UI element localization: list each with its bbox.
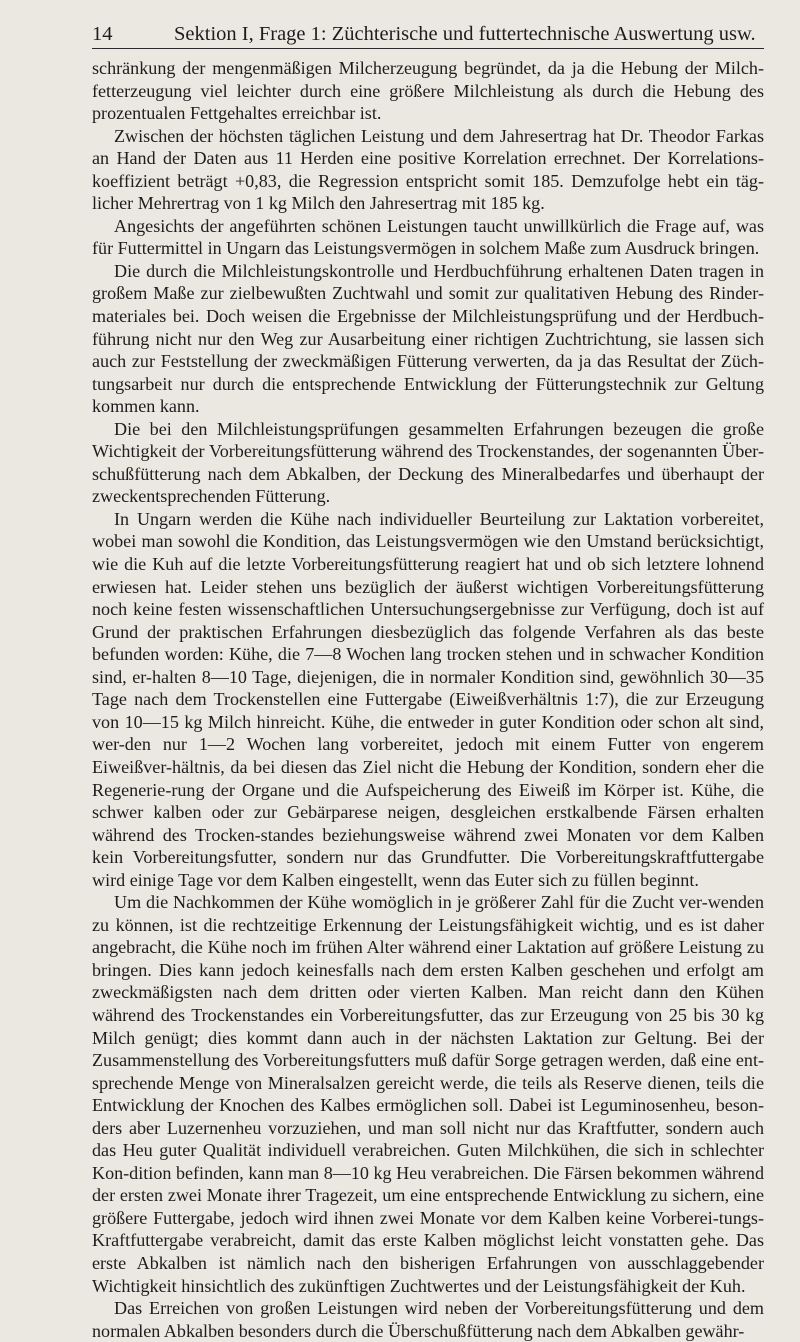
paragraph-feed-question: Angesichts der angeführten schönen Leistungen taucht unwillkürlich die Frage auf, was für Futtermittel in Ungarn das Leistungsvermögen in solchem Maße zum Ausdruck bringen. bbox=[92, 215, 764, 259]
paragraph-herdbook-data: Die durch die Milchleistungskontrolle und Herdbuchführung erhaltenen Daten tragen in großem Maße zur zielbewußten Zuchtwahl und somit zur qualitativen Hebung des Rinder-materiales bei. Doch weisen die Ergebnisse der Milchleistungsprüfung und der Herdbuch-führung nicht nur den Weg zur Ausarbeitung einer richtigen Zuchtrichtung, sie lassen sich auch zur Feststellung der zweckmäßigen Fütterung verwerten, da ja das Resultat der Züch-tungsarbeit nur durch die entsprechende Entwicklung der Fütterungstechnik zur Geltung kommen kann. bbox=[92, 260, 764, 417]
paragraph-experience: Die bei den Milchleistungsprüfungen gesammelten Erfahrungen bezeugen die große Wichtigkeit der Vorbereitungsfütterung während des Trockenstandes, der sogenannten Über-schußfütterung nach dem Abkalben, der Deckung des Mineralbedarfes und überhaupt der zweckentsprechenden Fütterung. bbox=[92, 418, 764, 507]
document-page bbox=[92, 20, 764, 1342]
body-text bbox=[92, 57, 764, 1342]
page-number: 14 bbox=[92, 23, 113, 45]
section-title: Sektion I, Frage 1: Züchterische und futtertechnische Auswertung usw. bbox=[174, 23, 756, 45]
paragraph-preparation-feeding: In Ungarn werden die Kühe nach individueller Beurteilung zur Laktation vorbereitet, wobei man sowohl die Kondition, das Leistungsvermögen wie den Umstand berücksichtigt, wie die Kuh auf die letzte Vorbereitungsfütterung reagiert hat und ob sich letztere lohnend erwiesen hat. Leider stehen uns bezüglich der äußerst wichtigen Vorbereitungsfütterung noch keine festen wissenschaftlichen Untersuchungsergebnisse zur Verfügung, doch ist auf Grund der praktischen Erfahrungen diesbezüglich das folgende Verfahren als das beste befunden worden: Kühe, die 7—8 Wochen lang trocken stehen und in schwacher Kondition sind, er-halten 8—10 Tage, diejenigen, die in normaler Kondition sind, gewöhnlich 30—35 Tage nach dem Trockenstellen eine Futtergabe (Eiweißverhältnis 1:7), die zur Erzeugung von 10—15 kg Milch hinreicht. Kühe, die entweder in guter Kondition oder schon alt sind, wer-den nur 1—2 Wochen lang vorbereitet, jedoch mit einem Futter von engerem Eiweißver-hältnis, da bei diesen das Ziel nicht die Hebung der Kondition, sondern eher die Regenerie-rung der Organe und die Aufspeicherung des Eiweiß im Körper ist. Kühe, die schwer kalben oder zur Gebärparese neigen, desgleichen erstkalbende Färsen erhalten während des Trocken-standes beziehungsweise während zwei Monaten vor dem Kalben kein Vorbereitungsfutter, sondern nur das Grundfutter. Die Vorbereitungskraftfuttergabe wird einige Tage vor dem Kalben eingestellt, wenn das Euter sich zu füllen beginnt. bbox=[92, 508, 764, 890]
paragraph-offspring-breeding: Um die Nachkommen der Kühe womöglich in je größerer Zahl für die Zucht ver-wenden zu können, ist die rechtzeitige Erkennung der Leistungsfähigkeit wichtig, und es ist daher angebracht, die Kühe noch im frühen Alter während einer Laktation auf größere Leistung zu bringen. Dies kann jedoch keinesfalls nach dem ersten Kalben geschehen und erfolgt am zweckmäßigsten nach dem dritten oder vierten Kalben. Man reicht dann den Kühen während des Trockenstandes ein Vorbereitungsfutter, das zur Erzeugung von 25 bis 30 kg Milch genügt; dies kommt dann auch in der nächsten Laktation zur Geltung. Bei der Zusammenstellung des Vorbereitungsfutters muß dafür Sorge getragen werden, daß eine ent-sprechende Menge von Mineralsalzen gereicht werde, die teils als Reserve dienen, teils die Entwicklung der Knochen des Kalbes ermöglichen soll. Dabei ist Leguminosenheu, beson-ders aber Luzernenheu vorzuziehen, und man soll nicht nur das Kraftfutter, sondern auch das Heu guter Qualität individuell verabreichen. Guten Milchkühen, die sich in schlechter Kon-dition befinden, kann man 8—10 kg Heu verabreichen. Die Färsen bekommen während der ersten zwei Monate ihrer Tragezeit, um eine entsprechende Entwicklung zu sichern, eine größere Futtergabe, jedoch wird ihnen zwei Monate vor dem Kalben keine Vorberei-tungs-Kraftfuttergabe verabreicht, damit das erste Kalben möglichst leicht vonstatten gehe. Das erste Abkalben ist nämlich nach den bisherigen Erfahrungen von ausschlaggebender Wichtigkeit hinsichtlich des zukünftigen Zuchtwertes und der Leistungsfähigkeit der Kuh. bbox=[92, 892, 764, 1296]
paragraph-correlation: Zwischen der höchsten täglichen Leistung und dem Jahresertrag hat Dr. Theodor Farkas an Hand der Daten aus 11 Herden eine positive Korrelation errechnet. Der Korrelations-koeffizient beträgt +0,83, die Regression entspricht somit 185. Demzufolge hebt ein täg-licher Mehrertrag von 1 kg Milch den Jahresertrag mit 185 kg. bbox=[92, 125, 764, 214]
paragraph-continuation: schränkung der mengenmäßigen Milcherzeugung begründet, da ja die Hebung der Milch-fetterzeugung viel leichter durch eine größere Milchleistung als durch die Hebung des prozentualen Fettgehaltes erreichbar ist. bbox=[92, 58, 764, 124]
running-header bbox=[92, 20, 764, 49]
paragraph-surplus-feeding: Das Erreichen von großen Leistungen wird neben der Vorbereitungsfütterung und dem normalen Abkalben besonders durch die Überschußfütterung nach dem Abkalben gewähr- bbox=[92, 1298, 764, 1341]
